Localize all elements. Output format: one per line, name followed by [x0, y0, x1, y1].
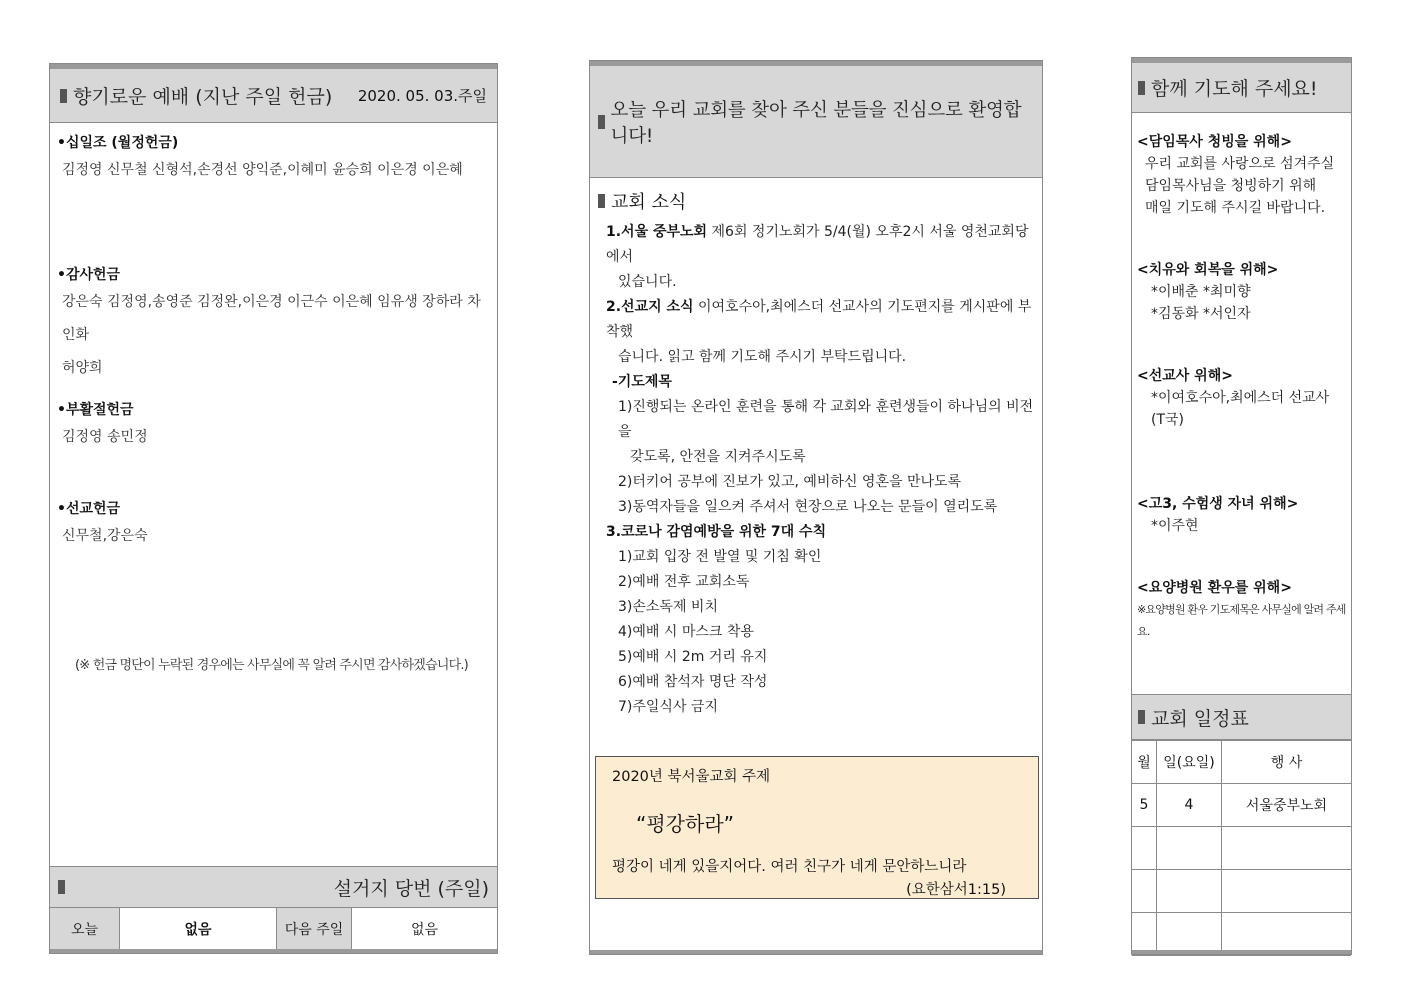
panel-bottom-bar [50, 949, 497, 953]
offering-names: 김정영 신무철 신형석,손경선 양익준,이혜미 윤승희 이은경 이은혜 [62, 162, 463, 178]
today-label: 오늘 [50, 908, 120, 950]
prayer-group-title: <선교사 위해> [1137, 368, 1233, 384]
news-heading [598, 188, 1042, 214]
offering-names: 김정영 송민정 [62, 429, 148, 445]
news-item-text: 이여호수아,최에스더 선교사의 기도편지를 게시판에 부착했 [606, 299, 1032, 340]
prayer-topic: 3)동역자들을 일으켜 주셔서 현장으로 나오는 문들이 열리도록 [618, 499, 998, 515]
offering-section-title: •부활절헌금 [57, 402, 134, 418]
dishwashing-header [50, 866, 497, 908]
dishwashing-title: 설거지 당번 (주일) [333, 877, 489, 900]
offering-section [50, 399, 154, 454]
prayer-title: 함께 기도해 주세요! [1151, 78, 1318, 100]
offering-header [50, 69, 497, 123]
prayer-line: 담임목사님을 청빙하기 위해 [1145, 178, 1317, 194]
prayer-line: 매일 기도해 주시길 바랍니다. [1145, 200, 1326, 216]
covid-rule: 6)예배 참석자 명단 작성 [618, 674, 768, 690]
offering-section-title: •십일조 (월정헌금) [57, 135, 179, 151]
theme-box [595, 756, 1039, 899]
prayer-line: *이주현 [1151, 518, 1199, 534]
bullet-square-icon [598, 194, 605, 208]
news-item [606, 295, 1034, 345]
bullet-square-icon [58, 880, 65, 894]
today-value: 없음 [120, 908, 277, 950]
table-cell: 서울중부노회 [1222, 784, 1352, 827]
news-item-title: 1.서울 중부노회 [606, 224, 708, 240]
news-item-title: 2.선교지 소식 [606, 299, 694, 315]
table-row [1132, 784, 1351, 827]
theme-label: 2020년 북서울교회 주제 [612, 769, 771, 785]
prayer-group-title: <치유와 회복을 위해> [1137, 262, 1279, 278]
bullet-square-icon [1138, 81, 1145, 95]
theme-reference: (요한삼서1:15) [906, 882, 1006, 898]
next-week-value: 없음 [410, 922, 439, 938]
offering-section [50, 132, 469, 187]
news-panel [589, 60, 1043, 955]
prayer-group-title: <고3, 수험생 자녀 위해> [1137, 496, 1299, 512]
covid-rule: 3)손소독제 비치 [618, 599, 718, 615]
schedule-section [1132, 694, 1351, 956]
table-row [1132, 827, 1351, 870]
offering-section [50, 264, 497, 385]
prayer-topic: 갖도록, 안전을 지켜주시도록 [630, 449, 806, 465]
offering-names: 강은숙 김정영,송영준 김정완,이은경 이근수 이은혜 임유생 장하라 차인화 [62, 294, 481, 343]
table-header-row [1132, 741, 1351, 784]
bullet-square-icon [1138, 710, 1145, 724]
prayer-line: 우리 교회를 사랑으로 섬겨주실 [1145, 156, 1335, 172]
offering-section-title: •선교헌금 [57, 501, 121, 517]
covid-rule: 5)예배 시 2m 거리 유지 [618, 649, 768, 665]
prayer-line: *김동화 *서인자 [1151, 306, 1251, 322]
theme-verse: 평강이 네게 있을지어다. 여러 친구가 네게 문안하느니라 [612, 859, 967, 875]
prayer-group-title: <담임목사 청빙을 위해> [1137, 134, 1292, 150]
offering-note: (※ 헌금 명단이 누락된 경우에는 사무실에 꼭 알려 주시면 감사하겠습니다.) [75, 658, 468, 673]
offering-title: 향기로운 예배 (지난 주일 헌금) [73, 86, 333, 108]
prayer-line: *이배춘 *최미향 [1151, 284, 1251, 300]
column-header: 행 사 [1222, 741, 1352, 784]
column-header: 월 [1132, 741, 1157, 784]
dishwashing-table [50, 908, 497, 950]
bullet-square-icon [60, 89, 67, 103]
offering-date: 2020. 05. 03.주일 [357, 87, 487, 105]
offering-names: 신무철,강은숙 [62, 528, 148, 544]
covid-rule: 1)교회 입장 전 발열 및 기침 확인 [618, 549, 822, 565]
offering-panel [49, 63, 498, 954]
column-header: 일(요일) [1157, 741, 1222, 784]
prayer-group-title: <요양병원 환우를 위해> [1137, 580, 1292, 596]
news-list [606, 220, 1034, 720]
news-item-cont: 습니다. 읽고 함께 기도해 주시기 부탁드립니다. [618, 349, 907, 365]
covid-rule: 7)주일식사 금지 [618, 699, 718, 715]
prayer-topic-label: -기도제목 [612, 374, 672, 390]
prayer-panel [1131, 57, 1352, 955]
prayer-line: *이여호수아,최에스더 선교사 (T국) [1151, 390, 1330, 428]
news-item [606, 220, 1034, 270]
prayer-list [1137, 131, 1347, 643]
covid-rules-title: 3.코로나 감염예방을 위한 7대 수칙 [606, 524, 827, 540]
table-row [1132, 870, 1351, 913]
panel-bottom-bar [590, 950, 1042, 954]
offering-section [50, 498, 154, 553]
next-week-label: 다음 주일 [277, 908, 352, 950]
news-item-cont: 있습니다. [618, 274, 677, 290]
offering-names: 허양희 [62, 360, 103, 376]
theme-motto: “평강하라” [636, 812, 735, 836]
welcome-title: 오늘 우리 교회를 찾아 주신 분들을 진심으로 환영합니다! [610, 99, 1022, 147]
prayer-topic: 1)진행되는 온라인 훈련을 통해 각 교회와 훈련생들이 하나님의 비전을 [618, 399, 1034, 440]
schedule-title: 교회 일정표 [1151, 707, 1249, 730]
prayer-header [1132, 63, 1351, 113]
table-cell: 4 [1157, 784, 1222, 827]
bullet-square-icon [598, 115, 605, 129]
table-cell: 5 [1132, 784, 1157, 827]
prayer-note: ※요양병원 환우 기도제목은 사무실에 알려 주세요. [1137, 603, 1346, 638]
offering-section-title: •감사헌금 [57, 267, 121, 283]
schedule-table [1132, 740, 1351, 956]
news-item-text: 제6회 정기노회가 5/4(월) 오후2시 서울 영천교회당에서 [606, 224, 1029, 265]
covid-rule: 2)예배 전후 교회소독 [618, 574, 750, 590]
welcome-header [590, 66, 1042, 178]
prayer-topic: 2)터키어 공부에 진보가 있고, 예비하신 영혼을 만나도록 [618, 474, 962, 490]
schedule-header [1132, 694, 1351, 740]
panel-bottom-bar [1132, 950, 1351, 954]
dishwashing-section [50, 866, 497, 950]
covid-rule: 4)예배 시 마스크 착용 [618, 624, 754, 640]
news-title: 교회 소식 [611, 192, 687, 213]
